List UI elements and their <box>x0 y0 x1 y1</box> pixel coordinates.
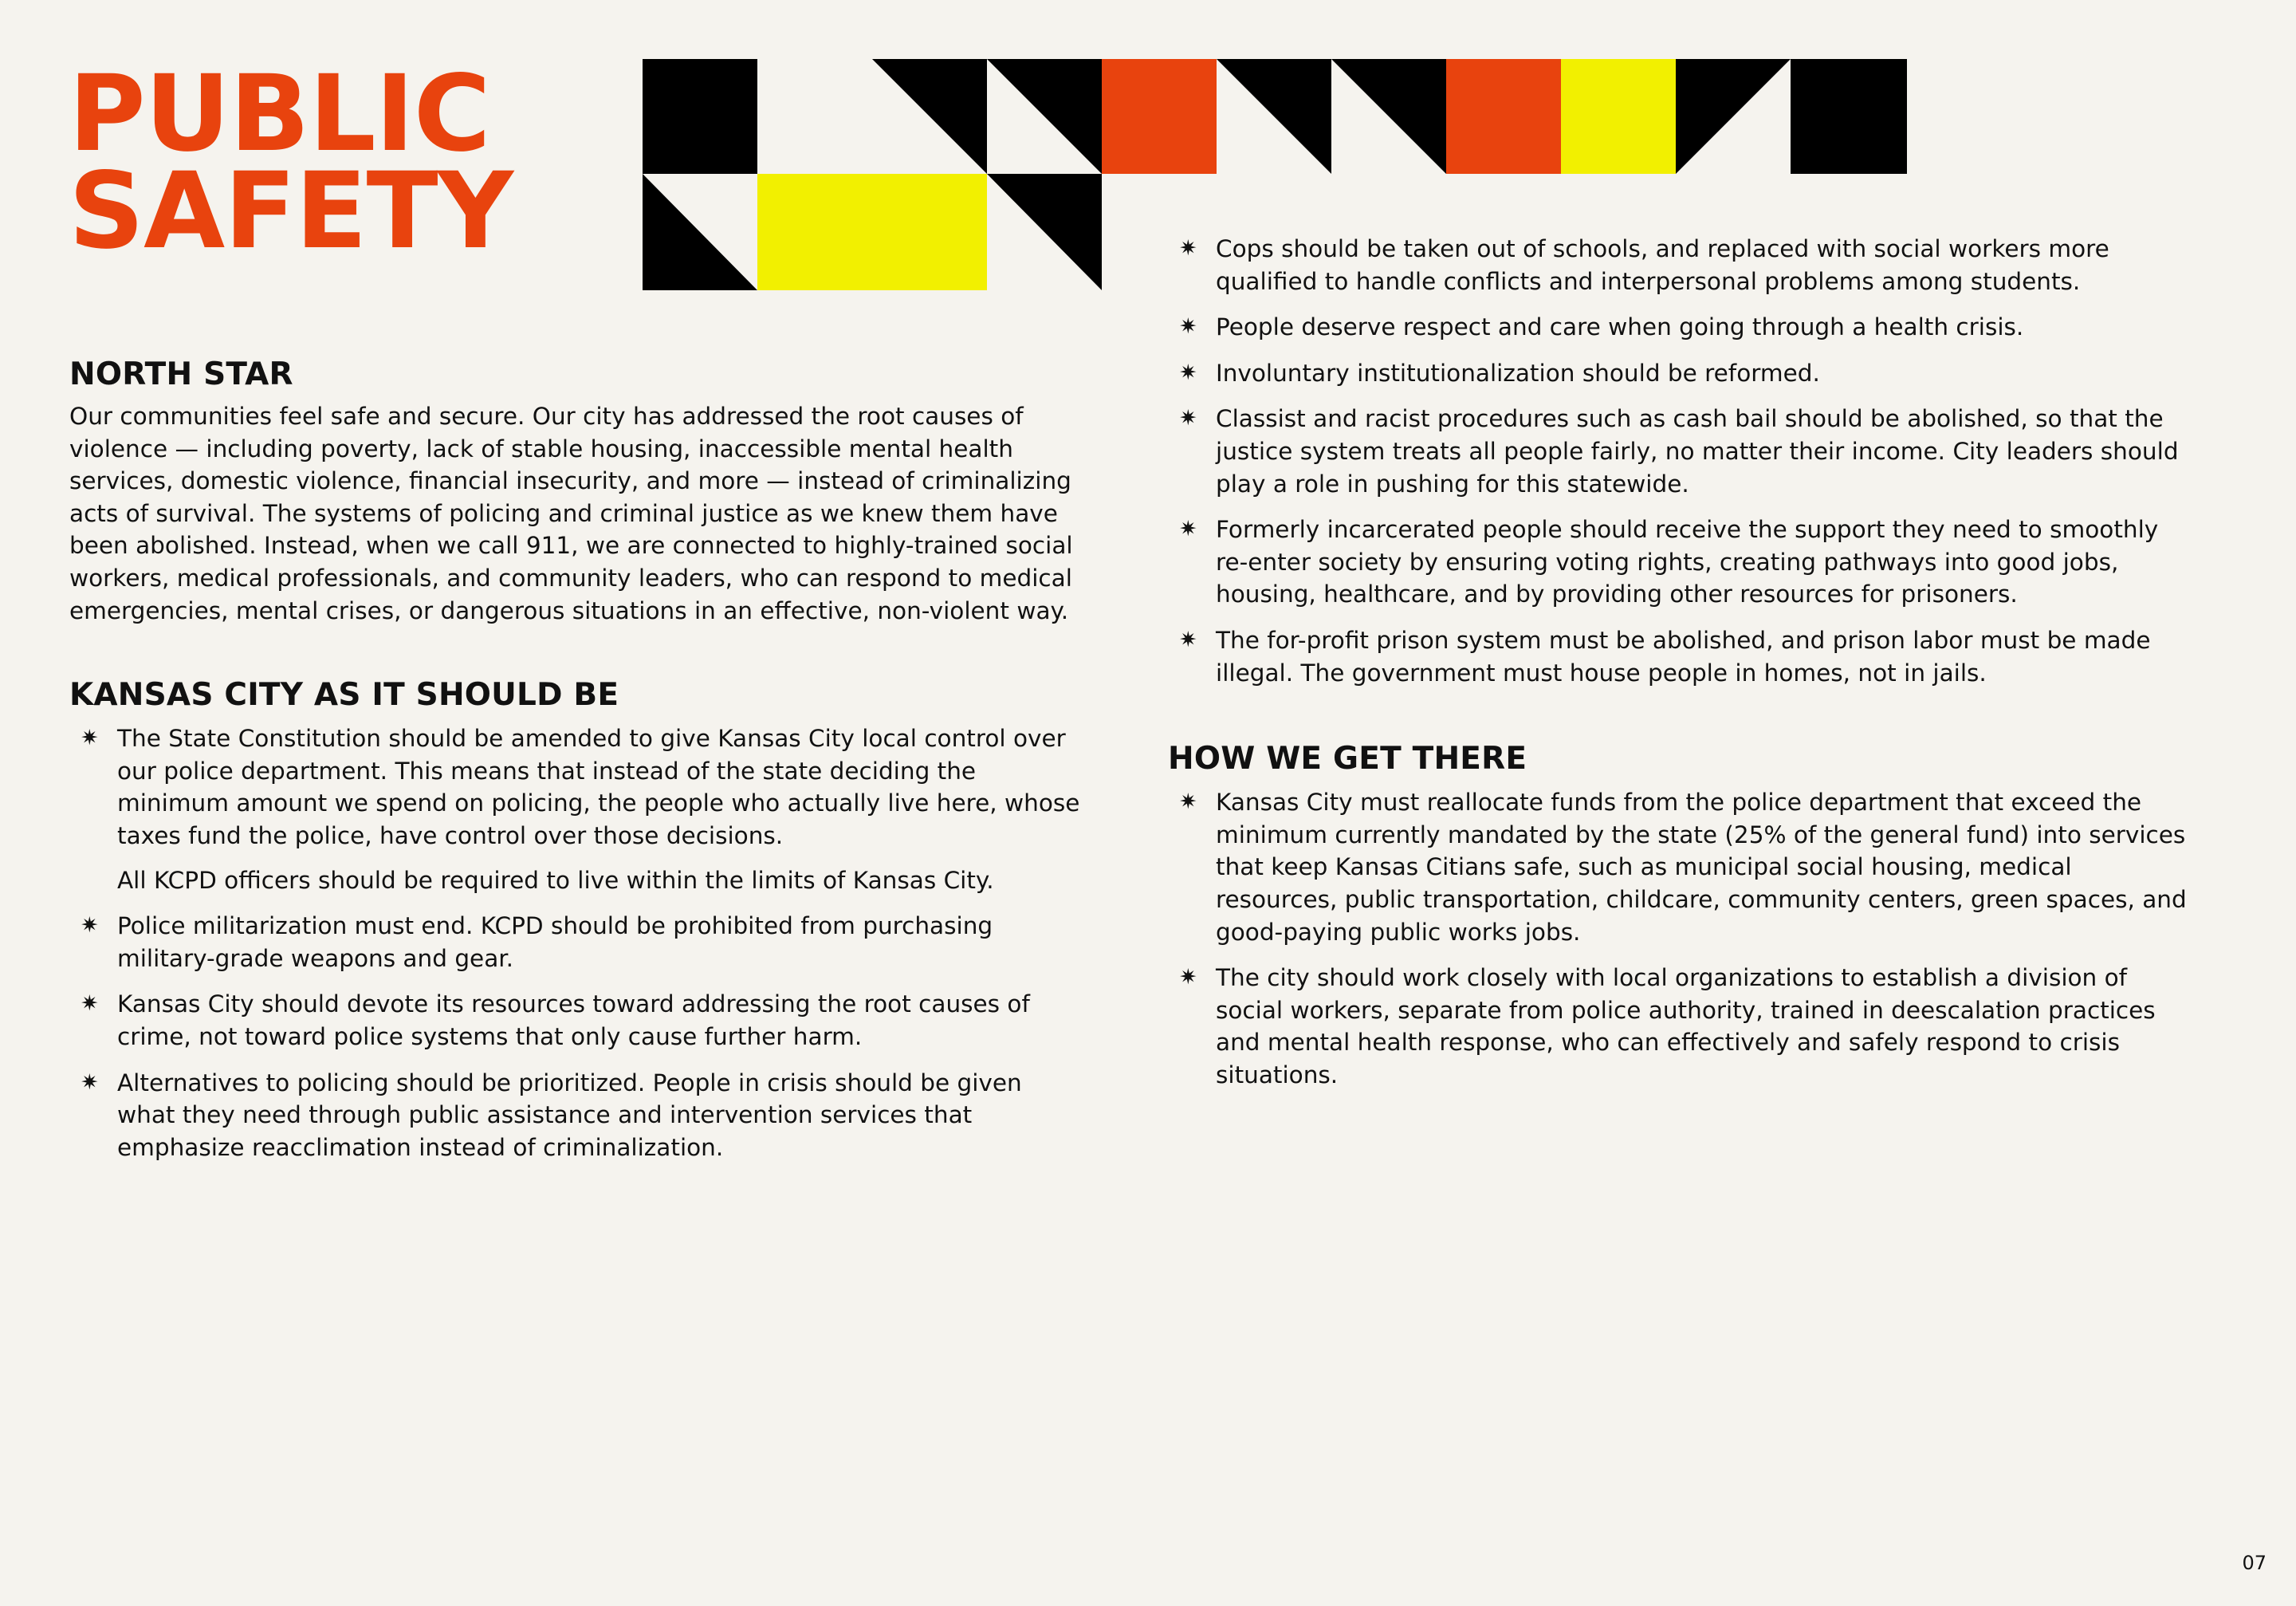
pattern-tile <box>1561 59 1676 174</box>
asterisk-bullet-icon: ✷ <box>1179 360 1197 385</box>
pattern-tile <box>987 174 1102 290</box>
north-star-section <box>69 354 1082 627</box>
north-star-heading: NORTH STAR <box>69 356 293 392</box>
asterisk-bullet-icon: ✷ <box>1179 627 1197 652</box>
list-item: ✷ The city should work closely with local organizations to establish a division of social workers, separate from police authority, trained in deescalation practices and mental health response, who can effectively and safely respond to crisis situations. <box>1168 962 2196 1091</box>
asterisk-bullet-icon: ✷ <box>81 726 99 751</box>
list-item: ✷ Cops should be taken out of schools, and replaced with social workers more qualified to handle conflicts and interpersonal problems among students. <box>1168 233 2196 297</box>
pattern-tile <box>1676 59 1791 174</box>
asterisk-bullet-icon: ✷ <box>1179 789 1197 815</box>
should-be-list <box>69 722 1082 1163</box>
list-item: ✷ People deserve respect and care when going through a health crisis. <box>1168 311 2196 344</box>
list-item: All KCPD officers should be required to live within the limits of Kansas City. <box>117 866 994 894</box>
asterisk-bullet-icon: ✷ <box>81 913 99 939</box>
pattern-tile <box>1791 59 1907 174</box>
right-column <box>1168 233 2196 1104</box>
should-be-list-continued <box>1168 233 2196 689</box>
how-list <box>1168 786 2196 1091</box>
should-be-heading: KANSAS CITY AS IT SHOULD BE <box>69 677 619 714</box>
pattern-tile <box>1446 59 1561 174</box>
asterisk-bullet-icon: ✷ <box>81 1069 99 1095</box>
page-title <box>69 53 513 273</box>
asterisk-bullet-icon: ✷ <box>81 991 99 1017</box>
title-line-1: PUBLIC <box>69 53 490 175</box>
list-item: ✷ Alternatives to policing should be prioritized. People in crisis should be given what they need through public assistance and intervention services that emphasize reacclimation instead of criminalization. <box>69 1067 1082 1164</box>
page-number: 07 <box>2242 1552 2267 1574</box>
should-be-section <box>69 675 1082 1163</box>
asterisk-bullet-icon: ✷ <box>1179 314 1197 340</box>
asterisk-bullet-icon: ✷ <box>1179 517 1197 542</box>
pattern-tile <box>643 174 757 290</box>
list-item: ✷ Police militarization must end. KCPD should be prohibited from purchasing military-grade weapons and gear. <box>69 910 1082 974</box>
pattern-tile <box>757 174 987 290</box>
list-item: ✷ The for-profit prison system must be abolished, and prison labor must be made illegal. The government must house people in homes, not in jails. <box>1168 624 2196 689</box>
asterisk-bullet-icon: ✷ <box>1179 965 1197 990</box>
list-item: ✷ Kansas City must reallocate funds from the police department that exceed the minimum currently mandated by the state (25% of the general fund) into services that keep Kansas Citians safe, such as municipal social housing, medical resources, public transportation, childcare, community centers, green spaces, and good-paying public works jobs. <box>1168 786 2196 948</box>
asterisk-bullet-icon: ✷ <box>1179 236 1197 261</box>
list-item: ✷ Involuntary institutionalization should be reformed. <box>1168 357 2196 390</box>
pattern-tile <box>643 59 757 174</box>
asterisk-bullet-icon: ✷ <box>1179 406 1197 431</box>
list-item: ✷ Formerly incarcerated people should receive the support they need to smoothly re-enter society by ensuring voting rights, creating pathways into good jobs, housing, healthcare, and by providing other resources for prisoners. <box>1168 514 2196 611</box>
pattern-tile <box>1102 59 1217 174</box>
list-item: ✷ Kansas City should devote its resources toward addressing the root causes of crime, not toward police systems that only cause further harm. <box>69 988 1082 1053</box>
left-column <box>69 354 1082 1177</box>
pattern-tile <box>872 59 987 174</box>
how-heading: HOW WE GET THERE <box>1168 741 1527 777</box>
pattern-tile <box>1217 59 1331 174</box>
title-line-2: SAFETY <box>69 150 513 273</box>
list-item: ✷ Classist and racist procedures such as cash bail should be abolished, so that the justice system treats all people fairly, no matter their income. City leaders should play a role in pushing for this statewide. <box>1168 403 2196 500</box>
how-section <box>1168 738 2196 1091</box>
pattern-tile <box>987 59 1102 174</box>
pattern-tile <box>1331 59 1446 174</box>
list-item: ✷ The State Constitution should be amended to give Kansas City local control over our police department. This means that instead of the state deciding the minimum amount we spend on policing, the people who actually live here, whose taxes fund the police, have control over those decisions. <box>69 722 1082 852</box>
north-star-text: Our communities feel safe and secure. Our city has addressed the root causes of violence — including poverty, lack of stable housing, inaccessible mental health services, domestic violence, financial insecurity, and more — instead of criminalizing acts of survival. The systems of policing and criminal justice as we knew them have been abolished. Instead, when we call 911, we are connected to highly-trained social workers, medical professionals, and community leaders, who can respond to medical emergencies, mental crises, or dangerous situations in an effective, non-violent way. <box>69 403 1073 624</box>
